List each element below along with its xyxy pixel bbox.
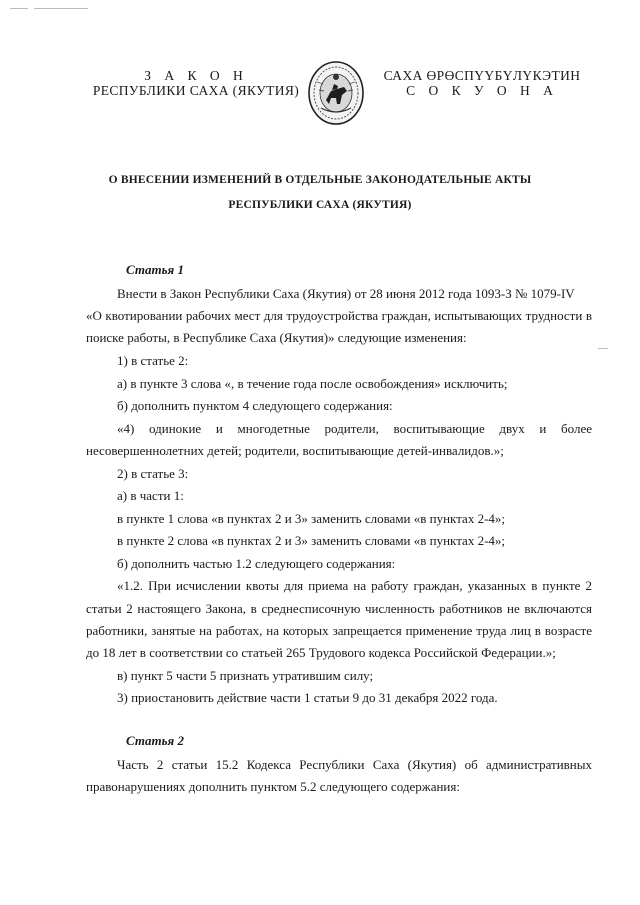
quoted-text: несовершеннолетних детей; родители, воспитывающие детей-инвалидов.»; (86, 443, 504, 458)
list-item: в) пункт 5 части 5 признать утратившим силу; (117, 668, 374, 683)
quoted-text: «1.2. При исчислении квоты для приема на работу граждан, указанных в пункте 2 (117, 578, 592, 593)
list-item: б) дополнить пунктом 4 следующего содержания: (117, 398, 393, 413)
republic-name-ru: РЕСПУБЛИКИ САХА (ЯКУТИЯ) (92, 83, 300, 98)
paragraph-line: «О квотировании рабочих мест для трудоустройства граждан, испытывающих трудности в (86, 308, 592, 323)
law-label: З А К О Н (144, 68, 248, 83)
paragraph-line: Внести в Закон Республики Саха (Якутия) от 28 июня 2012 года 1093-З № 1079-IV (117, 286, 575, 301)
quoted-text: статьи 2 настоящего Закона, в среднесписочную численность работников не включаются (86, 601, 592, 616)
scan-mark (10, 8, 28, 9)
header-left (86, 68, 306, 98)
scan-mark (598, 348, 608, 349)
article1-heading: Статья 1 (126, 262, 184, 277)
quoted-text: «4) одинокие и многодетные родители, воспитывающие двух и более (117, 421, 592, 436)
list-item: в пункте 1 слова «в пунктах 2 и 3» заменить словами «в пунктах 2-4»; (117, 511, 506, 526)
list-item: 2) в статье 3: (117, 466, 189, 481)
list-item: в пункте 2 слова «в пунктах 2 и 3» заменить словами «в пунктах 2-4»; (117, 533, 506, 548)
republic-name-sakha: САХА ӨРӨСПҮҮБҮЛҮКЭТИН (383, 68, 581, 83)
scan-mark (34, 8, 88, 9)
coat-of-arms-icon (307, 60, 365, 126)
header-right (372, 68, 592, 98)
quoted-text: работники, занятые на работах, на которых запрещается применение труда лиц в возрасте (86, 623, 592, 638)
document-title-line2: РЕСПУБЛИКИ САХА (ЯКУТИЯ) (228, 199, 412, 211)
document-title-line1: О ВНЕСЕНИИ ИЗМЕНЕНИЙ В ОТДЕЛЬНЫЕ ЗАКОНОДАТЕЛЬНЫЕ АКТЫ (108, 174, 532, 186)
list-item: б) дополнить частью 1.2 следующего содержания: (117, 556, 396, 571)
list-item: 3) приостановить действие части 1 статьи 9 до 31 декабря 2022 года. (117, 690, 498, 705)
list-item: 1) в статье 2: (117, 353, 189, 368)
paragraph-line: поиске работы, в Республике Саха (Якутия)» следующие изменения: (86, 330, 467, 345)
article2-heading: Статья 2 (126, 733, 184, 748)
law-label-sakha: С О К У О Н А (406, 83, 558, 98)
list-item: а) в части 1: (117, 488, 184, 503)
paragraph-line: правонарушениях дополнить пунктом 5.2 следующего содержания: (86, 779, 460, 794)
quoted-text: до 18 лет в соответствии со статьей 265 Трудового кодекса Российской Федерации.»; (86, 645, 556, 660)
list-item: а) в пункте 3 слова «, в течение года после освобождения» исключить; (117, 376, 508, 391)
paragraph-line: Часть 2 статьи 15.2 Кодекса Республики Саха (Якутия) об административных (117, 757, 592, 772)
